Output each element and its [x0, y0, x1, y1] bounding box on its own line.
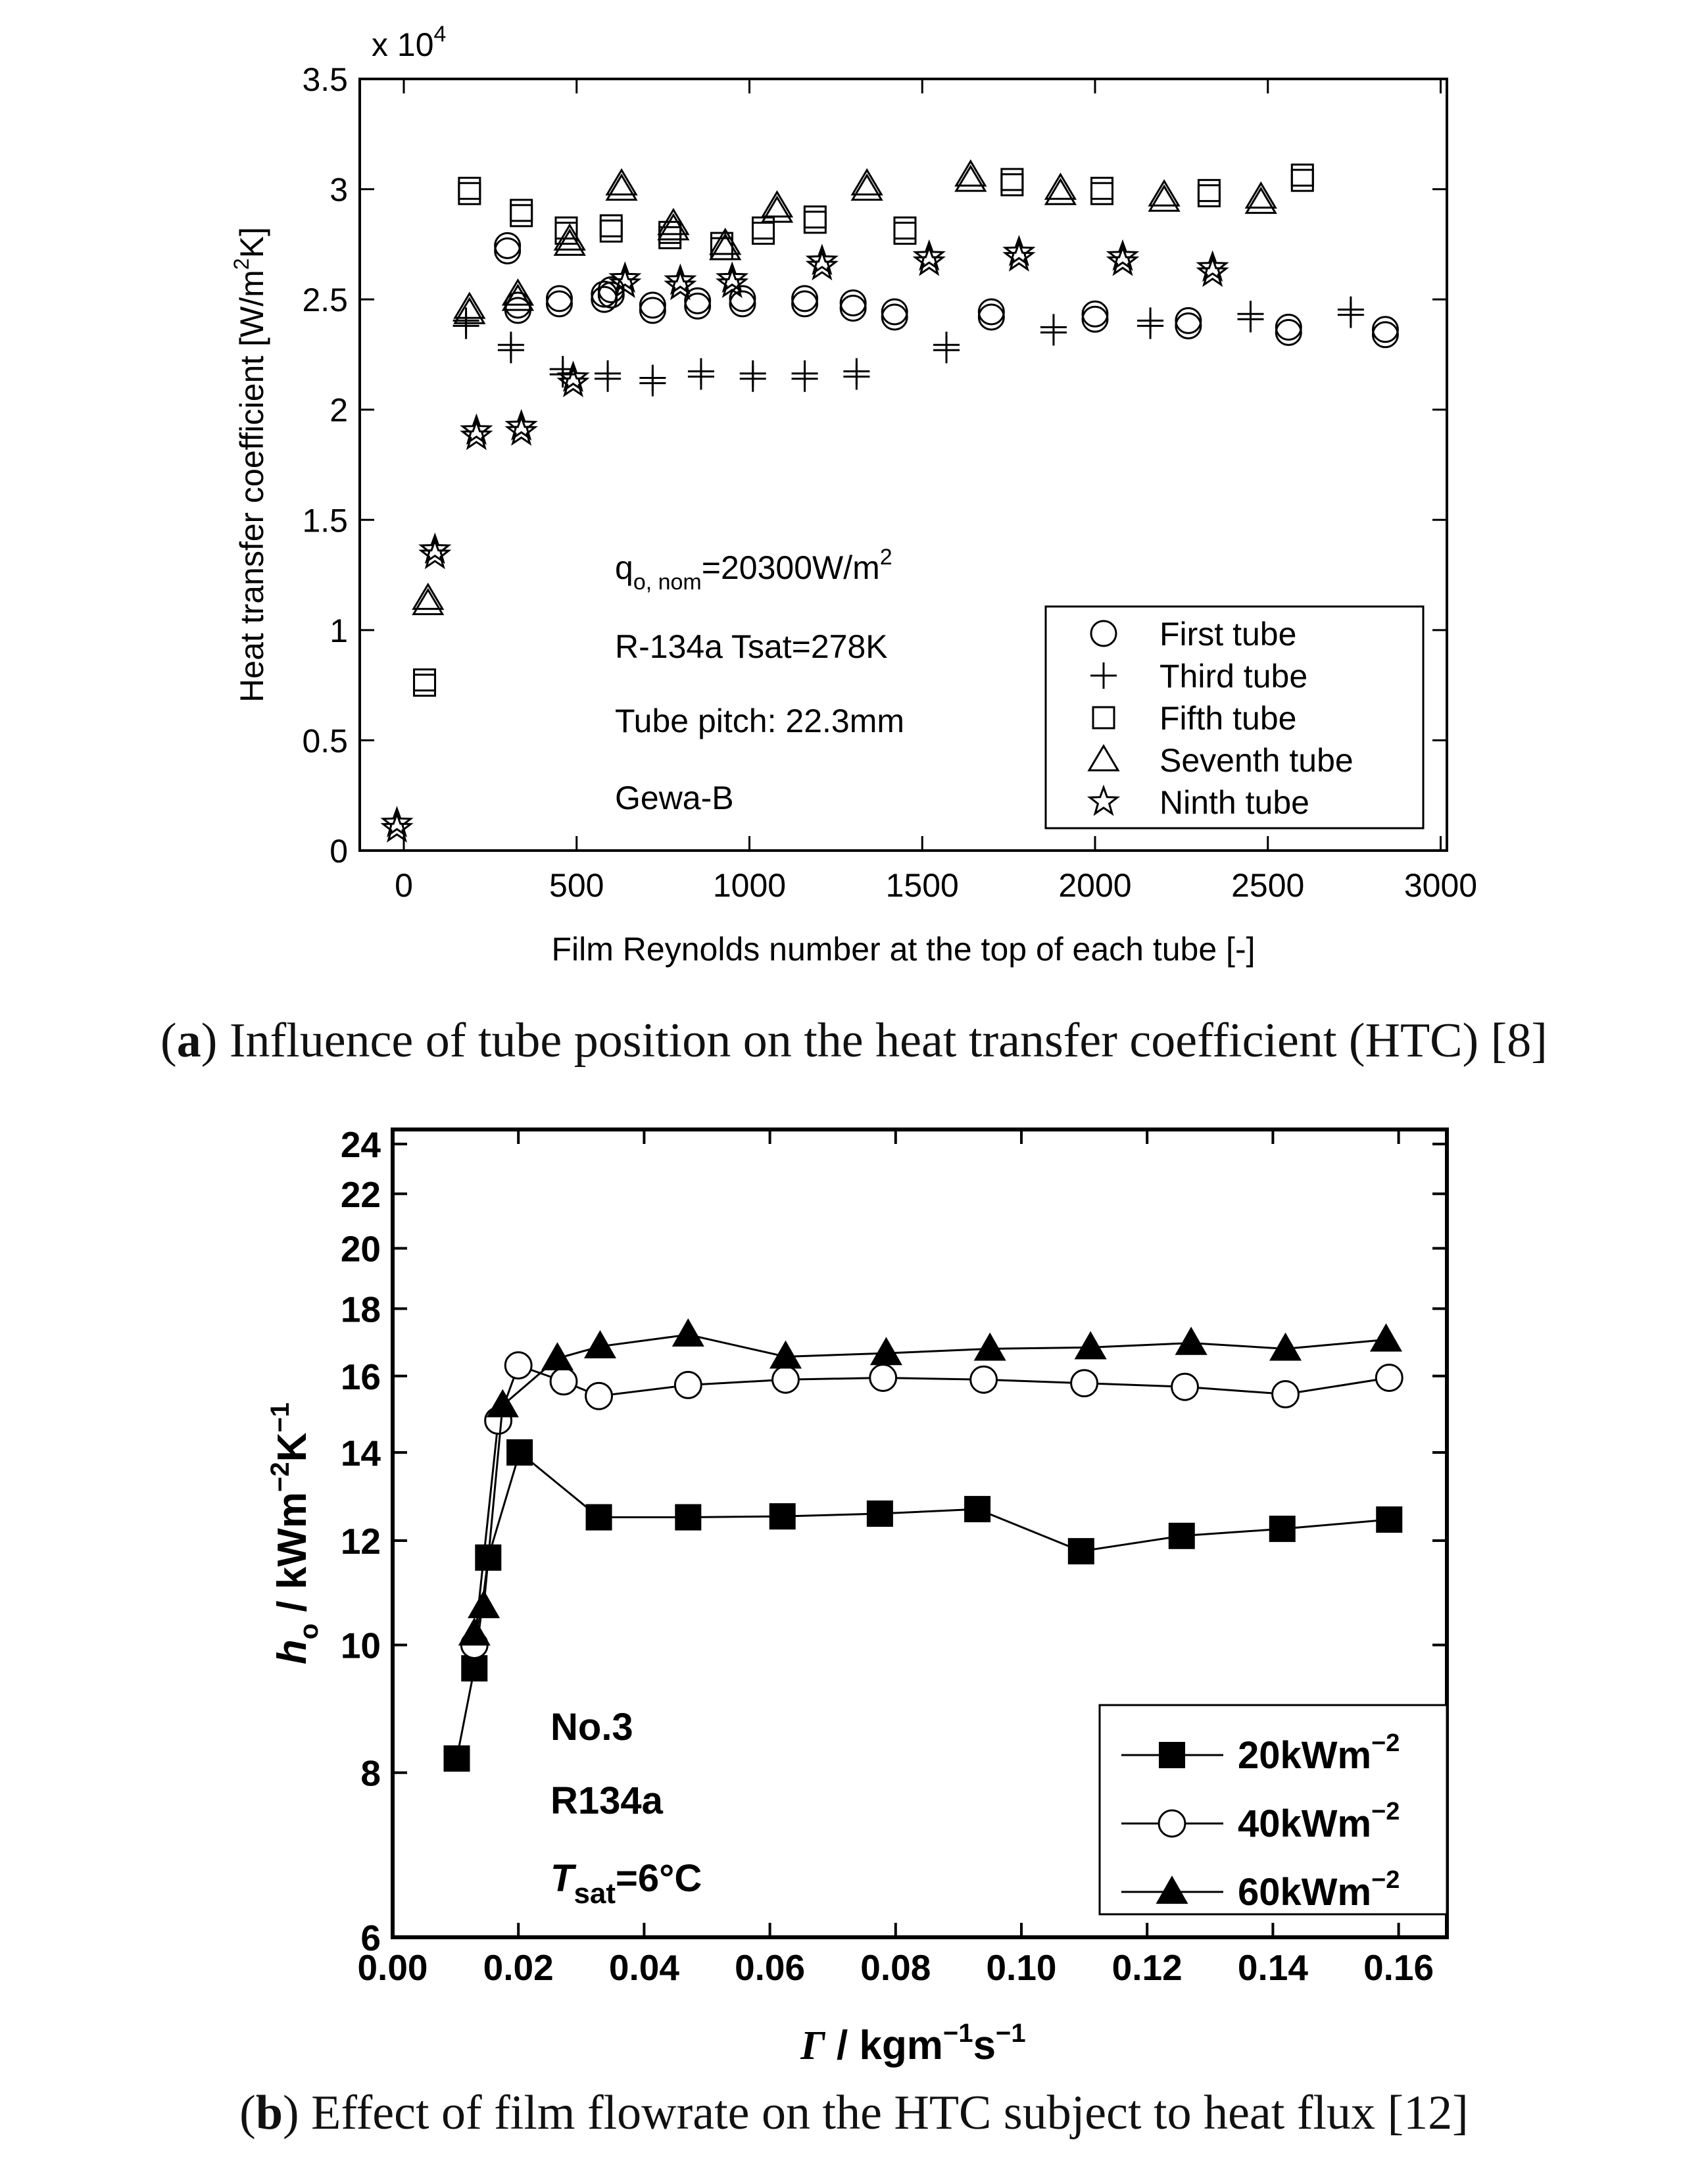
data-point [871, 1338, 902, 1364]
data-point [586, 1383, 612, 1409]
y-tick-label: 20 [340, 1228, 381, 1270]
x-tick-label: 0.02 [483, 1947, 554, 1988]
data-point [498, 332, 524, 358]
data-point [1176, 308, 1201, 333]
data-point [730, 286, 755, 311]
data-point [894, 223, 915, 244]
x-tick-label: 0.14 [1237, 1947, 1308, 1988]
y-axis-label-part: / kWm [270, 1491, 315, 1624]
legend-label-sup: −2 [1371, 1729, 1400, 1757]
data-point [543, 1343, 573, 1370]
legend-label-text: 40kWm [1238, 1802, 1372, 1845]
y-axis-label-sup: 2 [230, 258, 253, 270]
data-point [550, 1368, 577, 1395]
data-point [640, 298, 665, 323]
data-point [1292, 170, 1313, 191]
y-tick-label: 1.5 [302, 502, 348, 539]
legend-label: Seventh tube [1159, 742, 1354, 779]
data-point [459, 1619, 489, 1645]
data-point [979, 299, 1004, 324]
data-point [1002, 169, 1023, 190]
data-point [1092, 178, 1113, 199]
annotation-sub: o, nom [633, 570, 702, 595]
annotation-sub: sat [573, 1877, 616, 1910]
data-point [1276, 320, 1301, 345]
chart-a [230, 22, 1477, 968]
data-point [639, 364, 666, 391]
y-axis-label-sup: −1 [266, 1402, 295, 1433]
x-tick-label: 500 [549, 867, 604, 904]
data-point [753, 223, 774, 244]
data-point [1276, 314, 1301, 339]
annotation-refrigerant: R-134a Tsat=278K [615, 628, 888, 665]
y-tick-label: 0 [329, 833, 348, 870]
data-point [1338, 297, 1364, 323]
x-axis-label-sup: −1 [942, 2019, 973, 2048]
data-point [675, 1372, 701, 1399]
caption-b-text: ) Effect of film flowrate on the HTC subject to heat flux [12] [282, 2086, 1469, 2140]
series-b-filled-triangle [459, 1320, 1401, 1645]
annotation-heat-flux [615, 545, 892, 595]
data-point [793, 286, 817, 311]
chart-b [266, 1124, 1447, 2068]
series-a-triangle [414, 161, 1275, 614]
data-point [1376, 1365, 1402, 1391]
legend-label-text: 20kWm [1238, 1734, 1372, 1777]
data-point [1083, 307, 1108, 332]
data-point [1083, 301, 1108, 326]
data-point [1198, 186, 1219, 207]
x-axis-label [800, 2019, 1025, 2068]
caption-b: (b) Effect of film flowrate on the HTC subject to heat flux [12] [239, 2086, 1469, 2140]
data-point [1071, 1370, 1098, 1397]
data-point [804, 207, 825, 228]
x-tick-label: 2000 [1058, 867, 1132, 904]
annotation-refrigerant: R134a [550, 1779, 663, 1822]
data-point [1092, 183, 1113, 204]
y-tick-label: 10 [340, 1625, 381, 1666]
y-tick-label: 3 [329, 171, 348, 209]
legend-label: Third tube [1159, 658, 1308, 695]
data-point [459, 183, 480, 204]
caption-a-letter: a [176, 1014, 201, 1068]
legend-label-text: 60kWm [1238, 1871, 1372, 1914]
data-point [965, 1497, 990, 1522]
data-point [469, 1591, 499, 1618]
data-point [488, 1391, 518, 1417]
data-point [675, 1505, 700, 1530]
data-point [882, 299, 907, 324]
y-tick-label: 0.5 [302, 722, 348, 760]
data-point [979, 305, 1004, 330]
data-point [673, 1320, 704, 1346]
x-axis-label-sup: −1 [996, 2019, 1026, 2048]
data-point [511, 200, 532, 221]
data-point [975, 1334, 1005, 1360]
data-point [495, 238, 520, 263]
data-point [414, 670, 435, 691]
data-point [870, 1365, 896, 1391]
data-point [841, 291, 866, 316]
data-point [793, 291, 817, 316]
data-point [595, 360, 621, 387]
y-axis-label [266, 1402, 324, 1664]
caption-b-letter: b [255, 2086, 283, 2140]
annotation-tube-pitch: Tube pitch: 22.3mm [615, 703, 905, 739]
data-point [511, 205, 532, 226]
series-a-plus [453, 297, 1364, 397]
data-point [660, 227, 681, 248]
data-point [445, 1746, 470, 1771]
y-tick-label: 8 [360, 1752, 381, 1794]
data-point [770, 1504, 795, 1529]
y-multiplier-exp: 4 [433, 22, 447, 47]
data-point [882, 305, 907, 330]
data-point [1373, 322, 1398, 347]
series-a-circle [495, 233, 1398, 347]
y-axis-label [230, 227, 270, 703]
x-axis-label-symbol: Γ [800, 2023, 825, 2068]
legend-label: Ninth tube [1159, 784, 1309, 821]
data-point [1069, 1539, 1094, 1564]
annotation-part: =6°C [616, 1857, 702, 1900]
data-point [1292, 164, 1313, 186]
data-point [1075, 1333, 1106, 1359]
data-point [933, 332, 960, 358]
data-point [600, 220, 622, 241]
legend-label-sup: −2 [1371, 1866, 1400, 1894]
annotation-part: T [550, 1857, 574, 1900]
data-point [1169, 1524, 1194, 1549]
annotation-sup: 2 [879, 545, 892, 570]
data-point [792, 360, 818, 387]
data-point [1373, 317, 1398, 342]
data-point [740, 360, 766, 387]
data-point [505, 1352, 531, 1379]
data-point [1002, 174, 1023, 195]
x-tick-label: 0.00 [357, 1947, 428, 1988]
x-tick-label: 0.06 [735, 1947, 806, 1988]
data-point [1040, 314, 1067, 340]
data-point [894, 218, 915, 239]
x-tick-label: 1500 [885, 867, 959, 904]
y-tick-label: 12 [340, 1521, 381, 1562]
y-tick-label: 2.5 [302, 282, 348, 319]
y-tick-label: 16 [340, 1356, 381, 1397]
x-tick-label: 2500 [1231, 867, 1305, 904]
y-tick-label: 14 [340, 1432, 381, 1474]
data-point [1176, 313, 1201, 338]
data-point [867, 1501, 892, 1526]
x-tick-label: 0.16 [1363, 1947, 1434, 1988]
x-axis-label: Film Reynolds number at the top of each tube [-] [551, 931, 1256, 968]
legend-marker [1159, 1810, 1185, 1837]
y-tick-label: 3.5 [302, 61, 348, 98]
x-tick-label: 0.04 [608, 1947, 679, 1988]
y-axis-label-symbol: h [270, 1639, 315, 1665]
y-axis-label-sub: o [295, 1623, 324, 1640]
x-tick-label: 0 [395, 867, 413, 904]
data-point [841, 296, 866, 321]
data-point [640, 293, 665, 318]
data-point [1176, 1328, 1206, 1354]
data-point [600, 215, 622, 236]
legend-label-sup: −2 [1371, 1798, 1400, 1825]
data-point [688, 358, 714, 384]
y-tick-label: 18 [340, 1289, 381, 1330]
x-tick-label: 0.12 [1111, 1947, 1183, 1988]
data-point [730, 291, 755, 316]
data-point [971, 1366, 997, 1393]
x-tick-label: 0.08 [860, 1947, 931, 1988]
y-tick-label: 6 [360, 1918, 381, 1958]
x-tick-label: 1000 [712, 867, 787, 904]
y-tick-label: 24 [340, 1124, 381, 1166]
data-point [1371, 1325, 1402, 1351]
annotation-tube-number: No.3 [550, 1706, 633, 1748]
data-point [547, 286, 572, 311]
data-point [773, 1366, 799, 1393]
data-point [414, 675, 435, 696]
y-multiplier: x $10^4$ [372, 22, 447, 63]
y-axis-label-part: K] [233, 227, 270, 259]
y-axis-label-part: K [270, 1432, 315, 1462]
data-point [1237, 301, 1263, 327]
data-point [507, 1440, 532, 1465]
annotation-part: q [615, 549, 633, 586]
data-point [804, 212, 825, 233]
x-tick-label: 3000 [1403, 867, 1478, 904]
annotation-tsat [550, 1857, 702, 1910]
y-axis-label-part: Heat transfer coefficient [W/m [233, 270, 270, 703]
data-point [843, 358, 869, 384]
x-axis-label-part: / kgm [825, 2023, 943, 2068]
annotation-part: =20300W/m [701, 549, 880, 586]
chart-b-legend [1100, 1705, 1447, 1914]
caption-a-text: ) Influence of tube position on the heat transfer coefficient (HTC) [8] [201, 1014, 1548, 1068]
data-point [462, 1656, 487, 1681]
data-point [459, 178, 480, 199]
x-tick-label: 0.10 [986, 1947, 1057, 1988]
data-point [495, 233, 520, 258]
y-tick-label: 2 [329, 391, 348, 429]
data-point [1377, 1507, 1402, 1532]
data-point [1137, 307, 1163, 334]
data-point [587, 1505, 612, 1530]
data-point [1273, 1381, 1299, 1407]
legend-label: Fifth tube [1159, 700, 1297, 737]
caption-a: (a) Influence of tube position on the heat transfer coefficient (HTC) [8] [160, 1014, 1548, 1068]
y-axis-label-sup: −2 [266, 1462, 295, 1492]
data-point [547, 291, 572, 316]
y-tick-label: 1 [329, 612, 348, 649]
legend-label: First tube [1159, 616, 1297, 653]
x-axis-label-part: s [973, 2023, 996, 2068]
data-point [1270, 1516, 1295, 1541]
annotation-tube-type: Gewa-B [615, 780, 734, 816]
data-point [1172, 1374, 1198, 1400]
chart-a-legend [1046, 607, 1423, 828]
legend-marker [1159, 1743, 1184, 1768]
data-point [1198, 180, 1219, 201]
y-tick-label: 22 [340, 1174, 381, 1215]
